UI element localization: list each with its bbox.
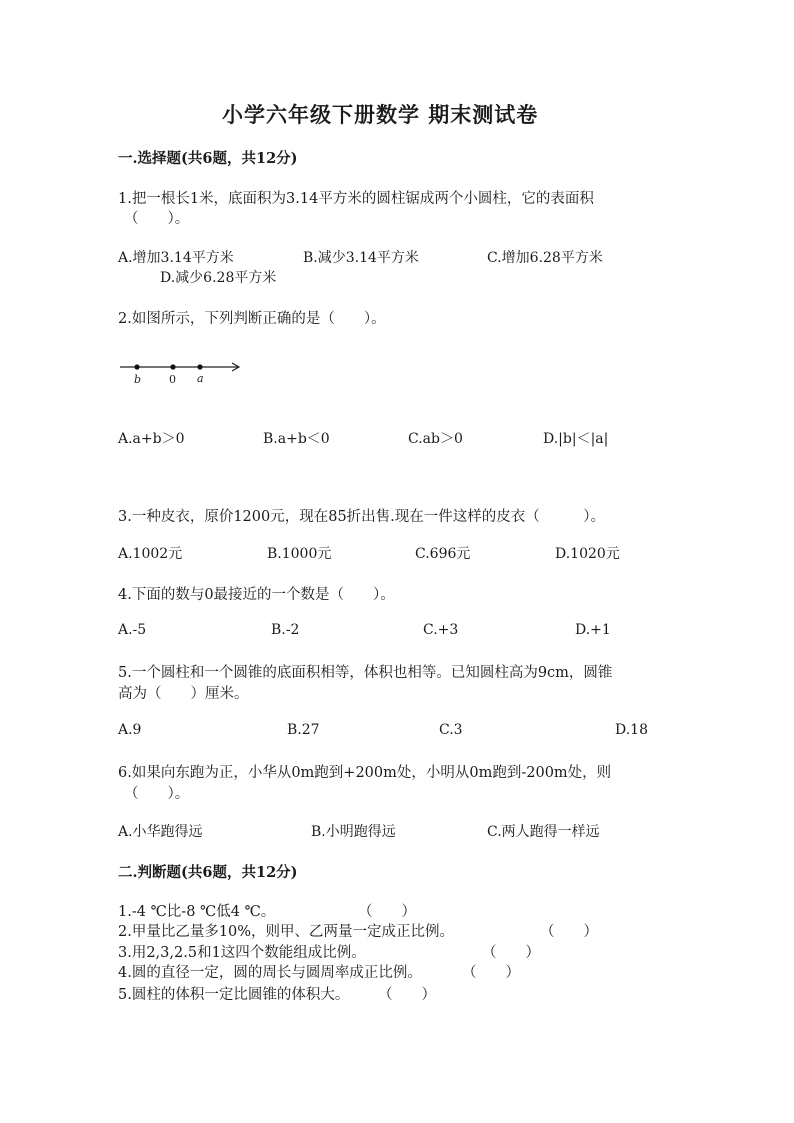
question-3-text: 3.一种皮衣，原价1200元，现在85折出售.现在一件这样的皮衣（ ）。 [118, 509, 606, 525]
question-5-blank: 高为（ ）厘米。 [118, 686, 249, 702]
point-zero [170, 364, 175, 369]
question-4-option-a: A.-5 [118, 622, 147, 638]
label-a: a [197, 372, 204, 385]
question-1-option-b: B.减少3.14平方米 [303, 250, 419, 266]
question-5-option-c: C.3 [439, 722, 463, 738]
question-6-text: 6.如果向东跑为正，小华从0m跑到+200m处，小明从0m跑到-200m处，则 [118, 765, 612, 781]
question-5-text: 5.一个圆柱和一个圆锥的底面积相等，体积也相等。已知圆柱高为9cm，圆锥 [118, 665, 613, 681]
number-line-figure [118, 356, 248, 390]
judge-item-4: 4.圆的直径一定，圆的周长与圆周率成正比例。 [118, 965, 422, 981]
question-3-option-d: D.1020元 [555, 546, 620, 562]
question-4-option-d: D.+1 [575, 622, 611, 638]
question-4-text: 4.下面的数与0最接近的一个数是（ ）。 [118, 587, 395, 603]
question-2-option-c: C.ab＞0 [408, 431, 463, 447]
judge-item-3-paren: （ ） [482, 945, 540, 961]
judge-item-1: 1.-4 ℃比-8 ℃低4 ℃。 [118, 904, 276, 920]
judge-item-4-paren: （ ） [462, 965, 520, 981]
point-a [197, 364, 202, 369]
question-3-option-c: C.696元 [415, 546, 471, 562]
question-3-option-a: A.1002元 [118, 546, 183, 562]
judge-item-5: 5.圆柱的体积一定比圆锥的体积大。 [118, 987, 350, 1003]
judge-item-2-paren: （ ） [540, 924, 598, 940]
label-b: b [134, 373, 142, 386]
question-6-option-c: C.两人跑得一样远 [487, 824, 600, 840]
judge-item-5-paren: （ ） [378, 987, 436, 1003]
point-b [134, 364, 139, 369]
question-4-option-c: C.+3 [423, 622, 459, 638]
question-5-option-d: D.18 [615, 722, 648, 738]
question-2-option-a: A.a+b＞0 [118, 431, 185, 447]
question-2-option-d: D.|b|＜|a| [543, 431, 609, 447]
question-2-option-b: B.a+b＜0 [263, 431, 330, 447]
question-5-option-a: A.9 [118, 722, 142, 738]
question-5-option-b: B.27 [287, 722, 320, 738]
section-heading-true-false: 二.判断题(共6题，共12分) [118, 864, 298, 881]
question-6-blank: （ ）。 [124, 786, 190, 802]
question-3-option-b: B.1000元 [267, 546, 332, 562]
question-4-option-b: B.-2 [271, 622, 300, 638]
question-6-option-b: B.小明跑得远 [311, 824, 396, 840]
question-1-option-d: D.减少6.28平方米 [160, 270, 277, 286]
section-heading-choice: 一.选择题(共6题，共12分) [118, 150, 298, 167]
page-title: 小学六年级下册数学 期末测试卷 [222, 102, 539, 127]
question-1-blank: （ ）。 [124, 211, 190, 227]
question-2-text: 2.如图所示，下列判断正确的是（ ）。 [118, 311, 386, 327]
judge-item-3: 3.用2,3,2.5和1这四个数能组成比例。 [118, 945, 366, 961]
question-6-option-a: A.小华跑得远 [118, 824, 203, 840]
question-1-option-c: C.增加6.28平方米 [487, 250, 603, 266]
question-1-text: 1.把一根长1米，底面积为3.14平方米的圆柱锯成两个小圆柱，它的表面积 [118, 191, 594, 207]
judge-item-1-paren: （ ） [358, 904, 416, 920]
question-1-option-a: A.增加3.14平方米 [118, 250, 234, 266]
judge-item-2: 2.甲量比乙量多10%，则甲、乙两量一定成正比例。 [118, 924, 455, 940]
label-zero: 0 [169, 373, 176, 386]
